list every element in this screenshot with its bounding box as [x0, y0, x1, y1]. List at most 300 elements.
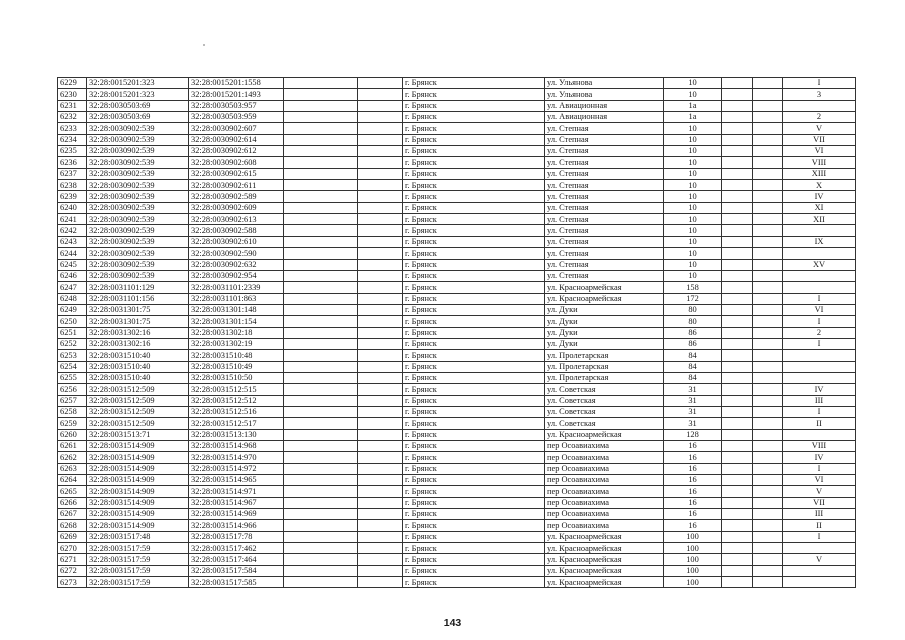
quarter-number-cell: 32:28:0030902:539: [87, 191, 189, 202]
house-number-cell: 16: [664, 463, 722, 474]
house-number-cell: 100: [664, 543, 722, 554]
empty-cell: [358, 497, 403, 508]
premises-tag-cell: I: [783, 78, 856, 89]
house-number-cell: 80: [664, 304, 722, 315]
table-row: [58, 225, 856, 236]
row-number-cell: 6235: [58, 146, 87, 157]
empty-cell: [753, 316, 783, 327]
empty-cell: [722, 429, 753, 440]
city-cell: г. Брянск: [403, 418, 545, 429]
empty-cell: [358, 248, 403, 259]
row-number-cell: 6255: [58, 372, 87, 383]
empty-cell: [753, 134, 783, 145]
city-cell: г. Брянск: [403, 452, 545, 463]
street-cell: ул. Дуки: [545, 316, 664, 327]
cadastral-number-cell: 32:28:0030902:590: [189, 248, 284, 259]
table-row: [58, 350, 856, 361]
empty-cell: [753, 327, 783, 338]
street-cell: ул. Степная: [545, 123, 664, 134]
premises-tag-cell: II: [783, 418, 856, 429]
street-cell: ул. Степная: [545, 236, 664, 247]
city-cell: г. Брянск: [403, 463, 545, 474]
empty-cell: [753, 214, 783, 225]
empty-cell: [358, 441, 403, 452]
house-number-cell: 86: [664, 338, 722, 349]
empty-cell: [284, 316, 358, 327]
table-row: [58, 202, 856, 213]
empty-cell: [284, 520, 358, 531]
street-cell: ул. Степная: [545, 225, 664, 236]
premises-tag-cell: VIII: [783, 157, 856, 168]
street-cell: ул. Ульянова: [545, 89, 664, 100]
empty-cell: [753, 180, 783, 191]
cadastral-number-cell: 32:28:0031517:78: [189, 531, 284, 542]
quarter-number-cell: 32:28:0031514:909: [87, 452, 189, 463]
city-cell: г. Брянск: [403, 509, 545, 520]
table-row: [58, 441, 856, 452]
empty-cell: [753, 146, 783, 157]
city-cell: г. Брянск: [403, 565, 545, 576]
cadastral-number-cell: 32:28:0031510:49: [189, 361, 284, 372]
row-number-cell: 6272: [58, 565, 87, 576]
city-cell: г. Брянск: [403, 123, 545, 134]
empty-cell: [753, 100, 783, 111]
city-cell: г. Брянск: [403, 395, 545, 406]
empty-cell: [753, 384, 783, 395]
empty-cell: [753, 338, 783, 349]
quarter-number-cell: 32:28:0031514:909: [87, 520, 189, 531]
quarter-number-cell: 32:28:0031510:40: [87, 361, 189, 372]
empty-cell: [722, 214, 753, 225]
empty-cell: [284, 78, 358, 89]
house-number-cell: 16: [664, 441, 722, 452]
empty-cell: [358, 202, 403, 213]
street-cell: ул. Степная: [545, 248, 664, 259]
empty-cell: [753, 441, 783, 452]
premises-tag-cell: [783, 577, 856, 588]
city-cell: г. Брянск: [403, 236, 545, 247]
empty-cell: [722, 157, 753, 168]
premises-tag-cell: [783, 372, 856, 383]
house-number-cell: 10: [664, 236, 722, 247]
empty-cell: [358, 304, 403, 315]
cadastral-number-cell: 32:28:0031514:968: [189, 441, 284, 452]
city-cell: г. Брянск: [403, 146, 545, 157]
city-cell: г. Брянск: [403, 78, 545, 89]
cadastral-number-cell: 32:28:0015201:1558: [189, 78, 284, 89]
row-number-cell: 6253: [58, 350, 87, 361]
empty-cell: [753, 543, 783, 554]
street-cell: пер Осоавиахима: [545, 509, 664, 520]
house-number-cell: 128: [664, 429, 722, 440]
premises-tag-cell: V: [783, 486, 856, 497]
empty-cell: [722, 441, 753, 452]
empty-cell: [753, 565, 783, 576]
empty-cell: [722, 89, 753, 100]
empty-cell: [284, 441, 358, 452]
empty-cell: [722, 452, 753, 463]
row-number-cell: 6273: [58, 577, 87, 588]
empty-cell: [284, 180, 358, 191]
quarter-number-cell: 32:28:0031510:40: [87, 372, 189, 383]
row-number-cell: 6258: [58, 406, 87, 417]
cadastral-number-cell: 32:28:0031302:19: [189, 338, 284, 349]
empty-cell: [358, 100, 403, 111]
quarter-number-cell: 32:28:0031101:129: [87, 282, 189, 293]
quarter-number-cell: 32:28:0031513:71: [87, 429, 189, 440]
empty-cell: [753, 293, 783, 304]
cadastral-number-cell: 32:28:0030902:614: [189, 134, 284, 145]
empty-cell: [722, 146, 753, 157]
empty-cell: [358, 270, 403, 281]
premises-tag-cell: XII: [783, 214, 856, 225]
city-cell: г. Брянск: [403, 384, 545, 395]
premises-tag-cell: [783, 361, 856, 372]
premises-tag-cell: [783, 350, 856, 361]
house-number-cell: 10: [664, 248, 722, 259]
city-cell: г. Брянск: [403, 180, 545, 191]
quarter-number-cell: 32:28:0030902:539: [87, 146, 189, 157]
empty-cell: [722, 565, 753, 576]
table-row: [58, 157, 856, 168]
premises-tag-cell: VII: [783, 497, 856, 508]
quarter-number-cell: 32:28:0030902:539: [87, 168, 189, 179]
street-cell: пер Осоавиахима: [545, 475, 664, 486]
empty-cell: [284, 372, 358, 383]
city-cell: г. Брянск: [403, 168, 545, 179]
empty-cell: [753, 463, 783, 474]
row-number-cell: 6233: [58, 123, 87, 134]
empty-cell: [753, 452, 783, 463]
empty-cell: [284, 338, 358, 349]
row-number-cell: 6270: [58, 543, 87, 554]
empty-cell: [722, 100, 753, 111]
quarter-number-cell: 32:28:0030902:539: [87, 157, 189, 168]
empty-cell: [722, 463, 753, 474]
city-cell: г. Брянск: [403, 304, 545, 315]
cadastral-number-cell: 32:28:0031510:50: [189, 372, 284, 383]
premises-tag-cell: I: [783, 531, 856, 542]
empty-cell: [284, 406, 358, 417]
cadastral-number-cell: 32:28:0031514:972: [189, 463, 284, 474]
house-number-cell: 10: [664, 89, 722, 100]
row-number-cell: 6259: [58, 418, 87, 429]
street-cell: ул. Степная: [545, 259, 664, 270]
premises-tag-cell: I: [783, 316, 856, 327]
quarter-number-cell: 32:28:0015201:323: [87, 78, 189, 89]
empty-cell: [358, 157, 403, 168]
quarter-number-cell: 32:28:0031514:909: [87, 475, 189, 486]
empty-cell: [284, 554, 358, 565]
premises-tag-cell: IV: [783, 384, 856, 395]
row-number-cell: 6240: [58, 202, 87, 213]
empty-cell: [753, 168, 783, 179]
empty-cell: [284, 350, 358, 361]
empty-cell: [722, 486, 753, 497]
row-number-cell: 6256: [58, 384, 87, 395]
empty-cell: [753, 361, 783, 372]
premises-tag-cell: XIII: [783, 168, 856, 179]
cadastral-number-cell: 32:28:0031512:512: [189, 395, 284, 406]
cadastral-number-cell: 32:28:0030902:613: [189, 214, 284, 225]
city-cell: г. Брянск: [403, 248, 545, 259]
street-cell: ул. Пролетарская: [545, 372, 664, 383]
street-cell: ул. Красноармейская: [545, 282, 664, 293]
house-number-cell: 1а: [664, 100, 722, 111]
premises-tag-cell: 3: [783, 89, 856, 100]
empty-cell: [753, 123, 783, 134]
quarter-number-cell: 32:28:0031512:509: [87, 395, 189, 406]
quarter-number-cell: 32:28:0030503:69: [87, 100, 189, 111]
empty-cell: [722, 509, 753, 520]
house-number-cell: 100: [664, 554, 722, 565]
city-cell: г. Брянск: [403, 486, 545, 497]
street-cell: ул. Дуки: [545, 338, 664, 349]
house-number-cell: 16: [664, 520, 722, 531]
empty-cell: [722, 236, 753, 247]
cadastral-number-cell: 32:28:0031514:970: [189, 452, 284, 463]
premises-tag-cell: I: [783, 338, 856, 349]
city-cell: г. Брянск: [403, 327, 545, 338]
empty-cell: [284, 429, 358, 440]
table-row: [58, 248, 856, 259]
empty-cell: [753, 531, 783, 542]
premises-tag-cell: [783, 429, 856, 440]
house-number-cell: 10: [664, 270, 722, 281]
city-cell: г. Брянск: [403, 214, 545, 225]
city-cell: г. Брянск: [403, 338, 545, 349]
quarter-number-cell: 32:28:0031302:16: [87, 338, 189, 349]
cadastral-number-cell: 32:28:0031514:967: [189, 497, 284, 508]
cadastral-number-cell: 32:28:0031513:130: [189, 429, 284, 440]
table-row: [58, 475, 856, 486]
quarter-number-cell: 32:28:0030902:539: [87, 236, 189, 247]
empty-cell: [358, 191, 403, 202]
city-cell: г. Брянск: [403, 475, 545, 486]
city-cell: г. Брянск: [403, 202, 545, 213]
empty-cell: [284, 202, 358, 213]
empty-cell: [722, 406, 753, 417]
cadastral-number-cell: 32:28:0031512:517: [189, 418, 284, 429]
table-row: [58, 134, 856, 145]
row-number-cell: 6260: [58, 429, 87, 440]
premises-tag-cell: 2: [783, 327, 856, 338]
empty-cell: [358, 282, 403, 293]
city-cell: г. Брянск: [403, 100, 545, 111]
house-number-cell: 10: [664, 78, 722, 89]
street-cell: ул. Степная: [545, 202, 664, 213]
table-row: [58, 146, 856, 157]
table-row: [58, 191, 856, 202]
empty-cell: [358, 384, 403, 395]
premises-tag-cell: I: [783, 406, 856, 417]
cadastral-number-cell: 32:28:0031514:971: [189, 486, 284, 497]
empty-cell: [358, 134, 403, 145]
street-cell: ул. Степная: [545, 214, 664, 225]
premises-tag-cell: XI: [783, 202, 856, 213]
empty-cell: [358, 112, 403, 123]
city-cell: г. Брянск: [403, 497, 545, 508]
cadastral-number-cell: 32:28:0031512:515: [189, 384, 284, 395]
premises-tag-cell: VI: [783, 475, 856, 486]
street-cell: ул. Степная: [545, 134, 664, 145]
row-number-cell: 6231: [58, 100, 87, 111]
house-number-cell: 10: [664, 191, 722, 202]
quarter-number-cell: 32:28:0030902:539: [87, 270, 189, 281]
city-cell: г. Брянск: [403, 191, 545, 202]
table-row: [58, 100, 856, 111]
empty-cell: [722, 112, 753, 123]
empty-cell: [358, 338, 403, 349]
empty-cell: [284, 293, 358, 304]
cadastral-number-cell: 32:28:0030902:588: [189, 225, 284, 236]
empty-cell: [753, 248, 783, 259]
table-row: [58, 372, 856, 383]
row-number-cell: 6229: [58, 78, 87, 89]
premises-tag-cell: IV: [783, 191, 856, 202]
table-row: [58, 270, 856, 281]
table-row: [58, 486, 856, 497]
table-row: [58, 463, 856, 474]
street-cell: пер Осоавиахима: [545, 441, 664, 452]
house-number-cell: 10: [664, 214, 722, 225]
row-number-cell: 6269: [58, 531, 87, 542]
empty-cell: [284, 452, 358, 463]
premises-tag-cell: [783, 225, 856, 236]
empty-cell: [722, 248, 753, 259]
row-number-cell: 6241: [58, 214, 87, 225]
empty-cell: [284, 146, 358, 157]
scan-artifact: [203, 44, 205, 46]
cadastral-number-cell: 32:28:0030902:612: [189, 146, 284, 157]
row-number-cell: 6263: [58, 463, 87, 474]
empty-cell: [284, 259, 358, 270]
cadastral-number-cell: 32:28:0030902:615: [189, 168, 284, 179]
quarter-number-cell: 32:28:0030902:539: [87, 225, 189, 236]
empty-cell: [358, 475, 403, 486]
row-number-cell: 6247: [58, 282, 87, 293]
quarter-number-cell: 32:28:0031512:509: [87, 418, 189, 429]
cadastral-number-cell: 32:28:0031301:154: [189, 316, 284, 327]
empty-cell: [722, 304, 753, 315]
empty-cell: [284, 577, 358, 588]
street-cell: ул. Советская: [545, 406, 664, 417]
row-number-cell: 6236: [58, 157, 87, 168]
cadastral-number-cell: 32:28:0030902:610: [189, 236, 284, 247]
empty-cell: [753, 304, 783, 315]
cadastral-number-cell: 32:28:0015201:1493: [189, 89, 284, 100]
empty-cell: [358, 236, 403, 247]
empty-cell: [284, 509, 358, 520]
cadastral-number-cell: 32:28:0031512:516: [189, 406, 284, 417]
quarter-number-cell: 32:28:0031517:59: [87, 554, 189, 565]
house-number-cell: 16: [664, 475, 722, 486]
cadastral-number-cell: 32:28:0030902:607: [189, 123, 284, 134]
empty-cell: [753, 270, 783, 281]
empty-cell: [284, 214, 358, 225]
quarter-number-cell: 32:28:0031301:75: [87, 316, 189, 327]
empty-cell: [722, 78, 753, 89]
table-row: [58, 418, 856, 429]
street-cell: ул. Степная: [545, 191, 664, 202]
quarter-number-cell: 32:28:0030503:69: [87, 112, 189, 123]
table-row: [58, 236, 856, 247]
city-cell: г. Брянск: [403, 429, 545, 440]
city-cell: г. Брянск: [403, 441, 545, 452]
empty-cell: [358, 180, 403, 191]
empty-cell: [753, 191, 783, 202]
quarter-number-cell: 32:28:0030902:539: [87, 248, 189, 259]
empty-cell: [722, 293, 753, 304]
empty-cell: [284, 475, 358, 486]
row-number-cell: 6232: [58, 112, 87, 123]
street-cell: ул. Степная: [545, 270, 664, 281]
table-row: [58, 406, 856, 417]
premises-tag-cell: II: [783, 520, 856, 531]
house-number-cell: 10: [664, 202, 722, 213]
house-number-cell: 16: [664, 509, 722, 520]
table-row: [58, 497, 856, 508]
empty-cell: [284, 282, 358, 293]
empty-cell: [722, 497, 753, 508]
empty-cell: [358, 486, 403, 497]
premises-tag-cell: [783, 543, 856, 554]
empty-cell: [284, 565, 358, 576]
premises-tag-cell: III: [783, 509, 856, 520]
empty-cell: [753, 89, 783, 100]
table-row: [58, 78, 856, 89]
empty-cell: [358, 452, 403, 463]
cadastral-number-cell: 32:28:0030902:611: [189, 180, 284, 191]
empty-cell: [358, 350, 403, 361]
table-row: [58, 282, 856, 293]
row-number-cell: 6238: [58, 180, 87, 191]
row-number-cell: 6249: [58, 304, 87, 315]
table-row: [58, 531, 856, 542]
premises-tag-cell: I: [783, 293, 856, 304]
house-number-cell: 16: [664, 497, 722, 508]
street-cell: пер Осоавиахима: [545, 452, 664, 463]
empty-cell: [358, 463, 403, 474]
empty-cell: [722, 361, 753, 372]
empty-cell: [284, 486, 358, 497]
house-number-cell: 10: [664, 146, 722, 157]
table-row: [58, 452, 856, 463]
premises-tag-cell: [783, 100, 856, 111]
quarter-number-cell: 32:28:0031514:909: [87, 463, 189, 474]
table-row: [58, 554, 856, 565]
empty-cell: [358, 225, 403, 236]
empty-cell: [358, 418, 403, 429]
table-row: [58, 304, 856, 315]
quarter-number-cell: 32:28:0031514:909: [87, 497, 189, 508]
house-number-cell: 10: [664, 180, 722, 191]
empty-cell: [358, 123, 403, 134]
quarter-number-cell: 32:28:0031512:509: [87, 406, 189, 417]
premises-tag-cell: VI: [783, 146, 856, 157]
street-cell: ул. Красноармейская: [545, 565, 664, 576]
empty-cell: [753, 236, 783, 247]
city-cell: г. Брянск: [403, 225, 545, 236]
empty-cell: [722, 384, 753, 395]
house-number-cell: 31: [664, 418, 722, 429]
row-number-cell: 6268: [58, 520, 87, 531]
table-row: [58, 543, 856, 554]
quarter-number-cell: 32:28:0031301:75: [87, 304, 189, 315]
empty-cell: [284, 89, 358, 100]
street-cell: ул. Степная: [545, 157, 664, 168]
cadastral-number-cell: 32:28:0030503:957: [189, 100, 284, 111]
